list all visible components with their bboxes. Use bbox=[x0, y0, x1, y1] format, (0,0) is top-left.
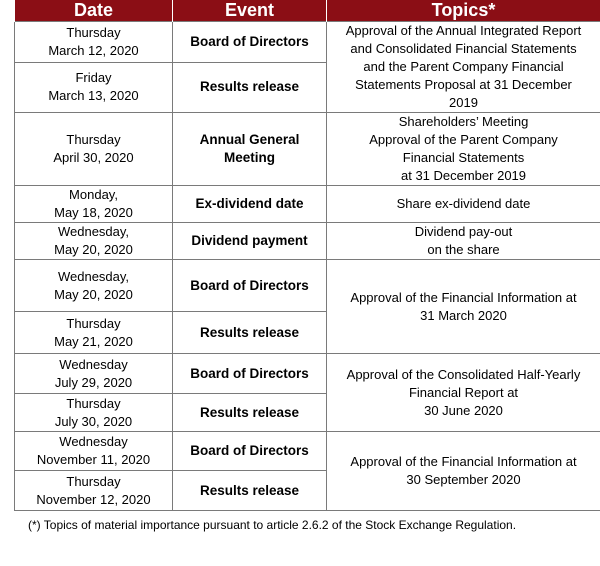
table-row bbox=[15, 260, 600, 312]
event-cell: Board of Directors bbox=[173, 22, 327, 63]
date-cell: Thursday May 21, 2020 bbox=[15, 312, 173, 354]
table-row bbox=[15, 354, 600, 394]
topic-cell: Dividend pay-out on the share bbox=[327, 223, 600, 260]
event-cell: Board of Directors bbox=[173, 432, 327, 471]
date-cell: Wednesday, May 20, 2020 bbox=[15, 260, 173, 312]
table-row bbox=[15, 113, 600, 186]
date-cell: Thursday March 12, 2020 bbox=[15, 22, 173, 63]
date-cell: Wednesday July 29, 2020 bbox=[15, 354, 173, 394]
topic-cell: Approval of the Annual Integrated Report and Consolidated Financial Statements and the Parent Company Financial Statements Proposal at 31 December 2019 bbox=[327, 22, 600, 113]
topic-cell: Approval of the Financial Information at 30 September 2020 bbox=[327, 432, 600, 511]
table-row bbox=[15, 186, 600, 223]
footnote: (*) Topics of material importance pursuant to article 2.6.2 of the Stock Exchange Regulation. bbox=[28, 518, 517, 532]
date-cell: Thursday July 30, 2020 bbox=[15, 394, 173, 432]
event-cell: Results release bbox=[173, 312, 327, 354]
table-row bbox=[15, 432, 600, 471]
topic-cell: Approval of the Consolidated Half-Yearly Financial Report at 30 June 2020 bbox=[327, 354, 600, 432]
event-cell: Board of Directors bbox=[173, 354, 327, 394]
corporate-calendar-table bbox=[14, 0, 600, 511]
date-cell: Thursday April 30, 2020 bbox=[15, 113, 173, 186]
date-cell: Wednesday November 11, 2020 bbox=[15, 432, 173, 471]
header-row bbox=[15, 0, 600, 22]
date-cell: Friday March 13, 2020 bbox=[15, 62, 173, 112]
topic-cell: Shareholders’ Meeting Approval of the Parent Company Financial Statements at 31 December 2019 bbox=[327, 113, 600, 186]
date-cell: Monday, May 18, 2020 bbox=[15, 186, 173, 223]
table-row bbox=[15, 223, 600, 260]
table-row bbox=[15, 22, 600, 63]
event-cell: Ex-dividend date bbox=[173, 186, 327, 223]
header-date: Date bbox=[15, 0, 173, 22]
event-cell: Board of Directors bbox=[173, 260, 327, 312]
topic-cell: Share ex-dividend date bbox=[327, 186, 600, 223]
topic-cell: Approval of the Financial Information at 31 March 2020 bbox=[327, 260, 600, 354]
date-cell: Thursday November 12, 2020 bbox=[15, 471, 173, 511]
header-topics: Topics* bbox=[327, 0, 600, 22]
event-cell: Annual General Meeting bbox=[173, 113, 327, 186]
header-event: Event bbox=[173, 0, 327, 22]
event-cell: Dividend payment bbox=[173, 223, 327, 260]
event-cell: Results release bbox=[173, 394, 327, 432]
date-cell: Wednesday, May 20, 2020 bbox=[15, 223, 173, 260]
event-cell: Results release bbox=[173, 471, 327, 511]
event-cell: Results release bbox=[173, 62, 327, 112]
